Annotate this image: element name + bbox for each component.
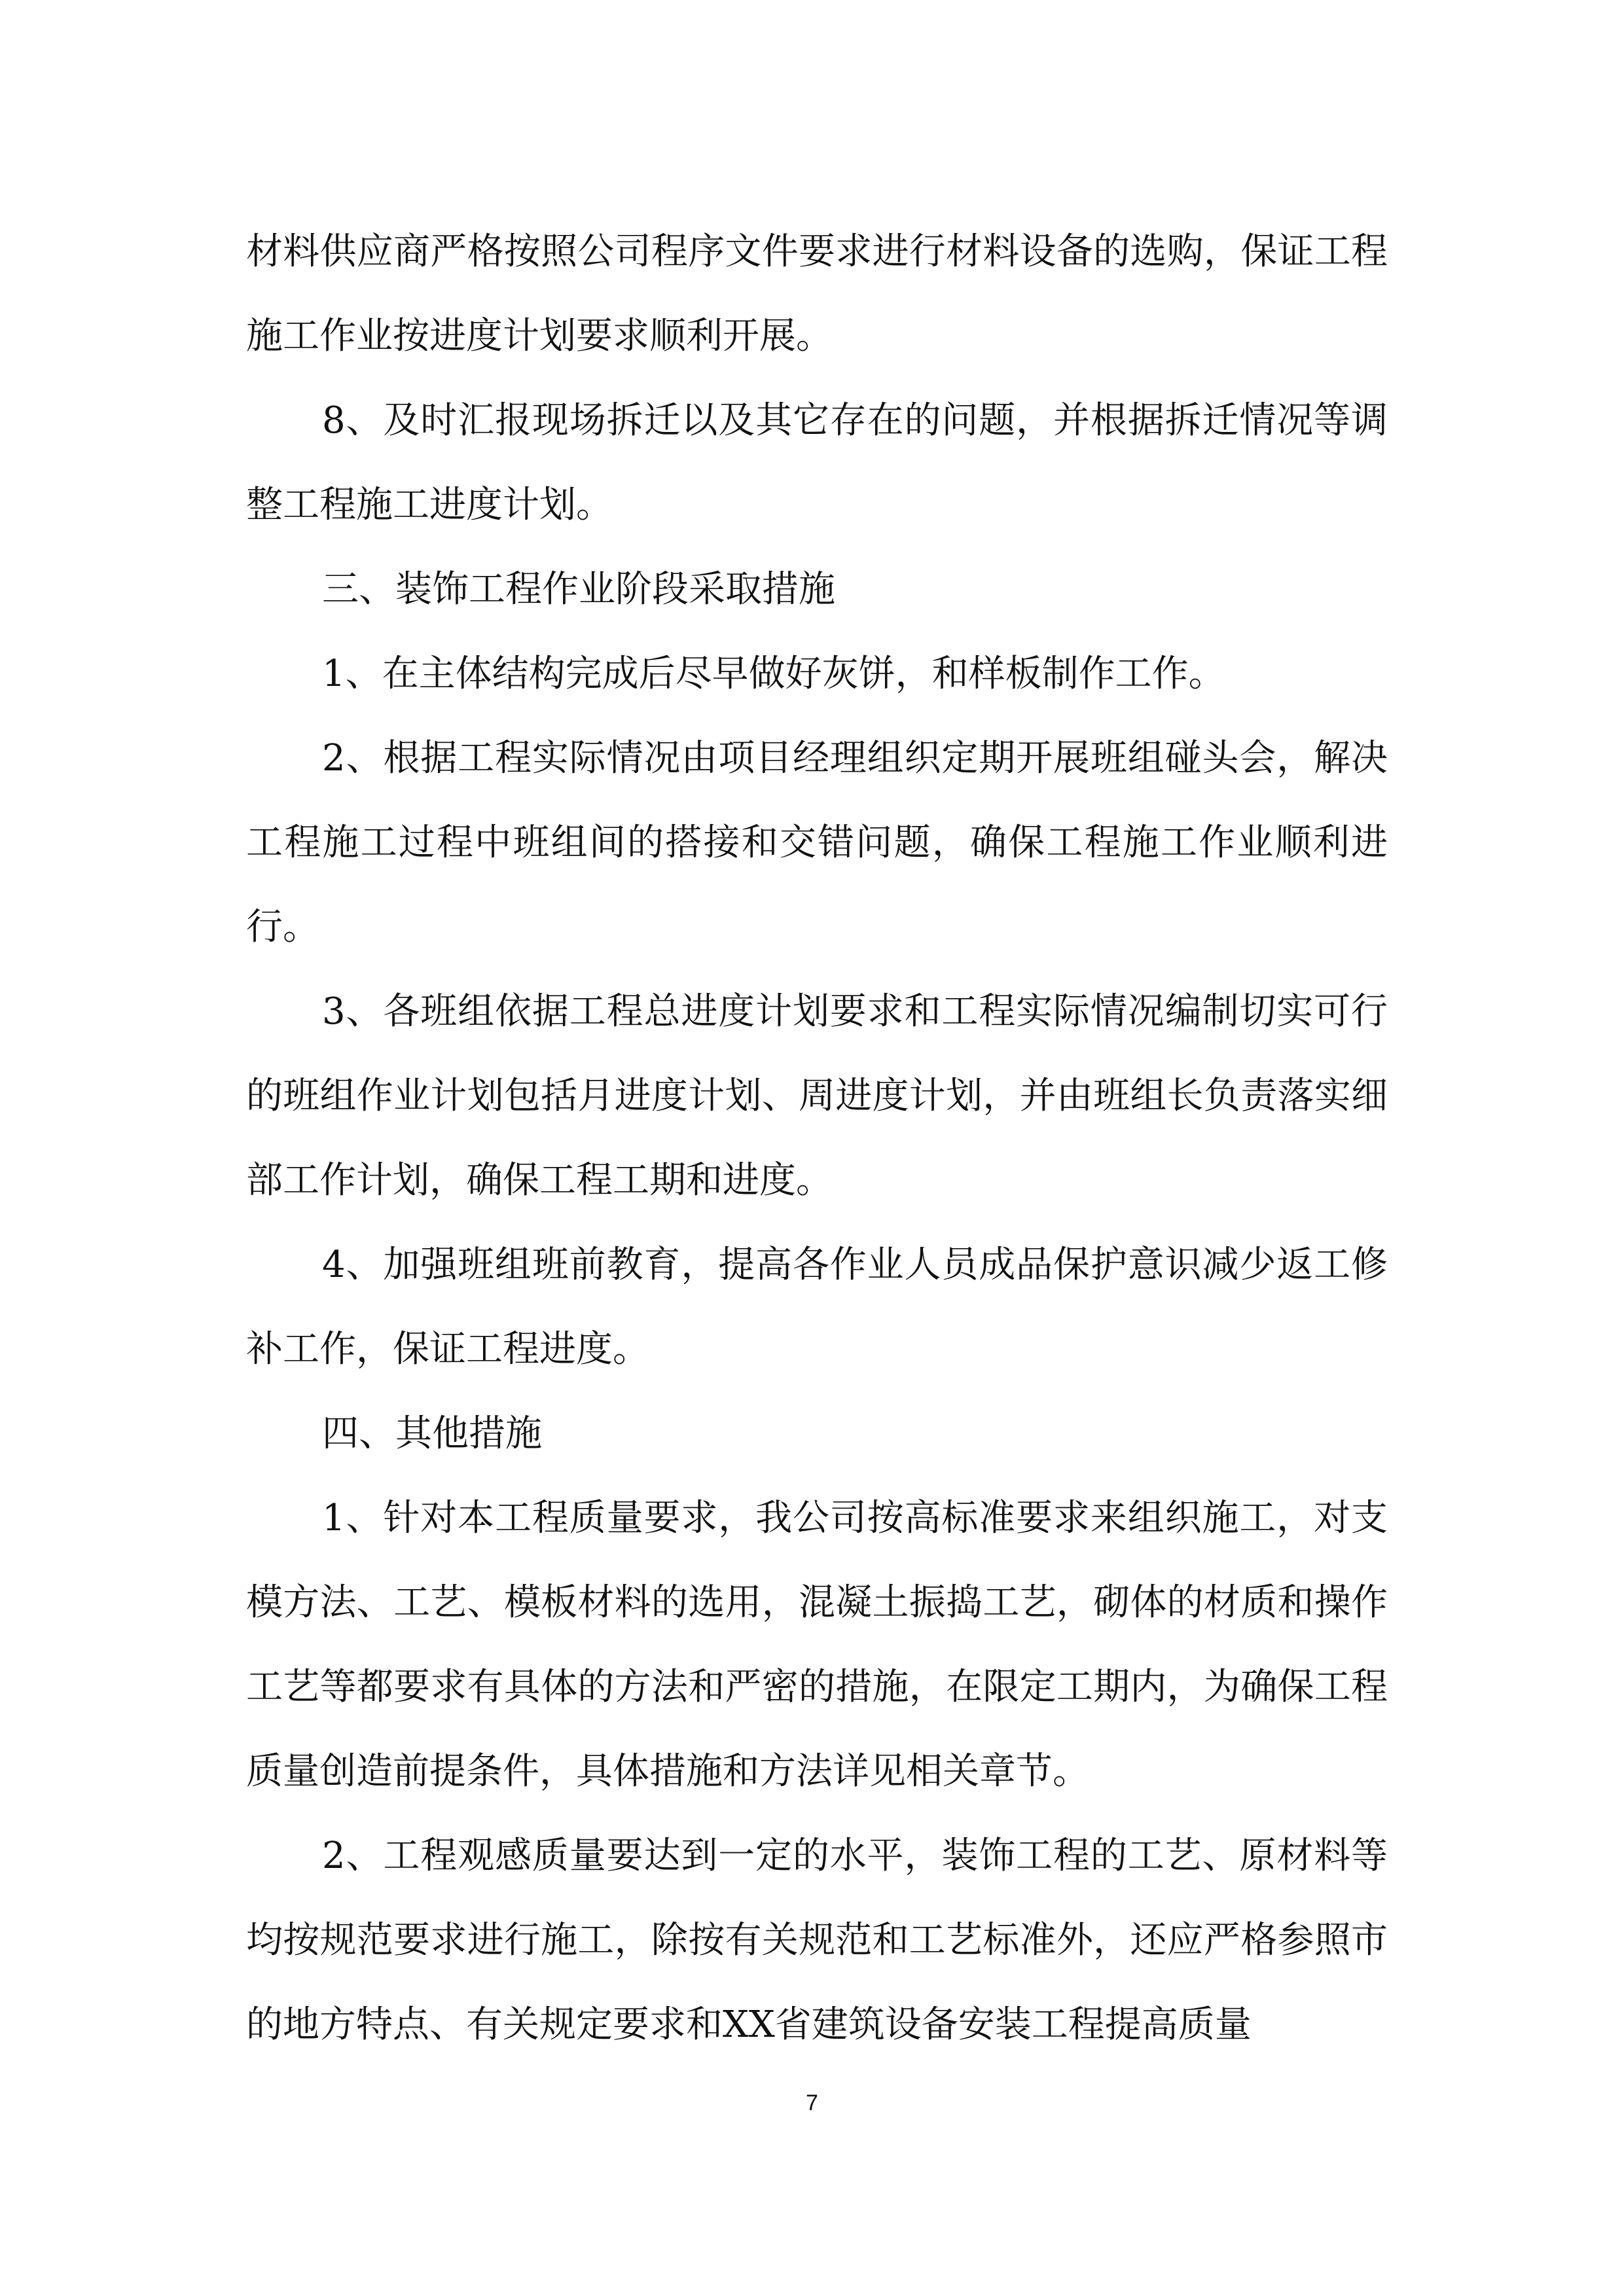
paragraph-item-2-appearance-quality: 2、工程观感质量要达到一定的水平，装饰工程的工艺、原材料等均按规范要求进行施工，除按有关规范和工艺标准外，还应严格参照市的地方特点、有关规定要求和XX省建筑设备安装工程提高质量 (246, 1835, 1388, 2046)
page-number: 7 (806, 2090, 818, 2115)
paragraph-item-3-team-plans: 3、各班组依据工程总进度计划要求和工程实际情况编制切实可行的班组作业计划包括月进度计划、周进度计划，并由班组长负责落实细部工作计划，确保工程工期和进度。 (246, 990, 1388, 1202)
paragraph-item-1-quality-requirements: 1、针对本工程质量要求，我公司按高标准要求来组织施工，对支模方法、工艺、模板材料的选用，混凝土振捣工艺，砌体的材质和操作工艺等都要求有具体的方法和严密的措施，在限定工期内，为确保工程质量创造前提条件，具体措施和方法详见相关章节。 (246, 1497, 1388, 1793)
paragraph-item-8-relocation: 8、及时汇报现场拆迁以及其它存在的问题，并根据拆迁情况等调整工程施工进度计划。 (246, 399, 1388, 526)
document-body (246, 209, 1388, 2067)
paragraph-item-1-plaster-markers: 1、在主体结构完成后尽早做好灰饼，和样板制作工作。 (322, 653, 1225, 695)
paragraph-continuation-materials: 材料供应商严格按照公司程序文件要求进行材料设备的选购，保证工程施工作业按进度计划要求顺利开展。 (246, 230, 1388, 357)
paragraph-item-2-team-meetings: 2、根据工程实际情况由项目经理组织定期开展班组碰头会，解决工程施工过程中班组间的搭接和交错问题，确保工程施工作业顺利进行。 (246, 737, 1388, 948)
section-heading-other-measures: 四、其他措施 (322, 1412, 542, 1455)
section-heading-decoration-measures: 三、装饰工程作业阶段采取措施 (322, 568, 835, 611)
paragraph-item-4-team-education: 4、加强班组班前教育，提高各作业人员成品保护意识减少返工修补工作，保证工程进度。 (246, 1244, 1388, 1371)
